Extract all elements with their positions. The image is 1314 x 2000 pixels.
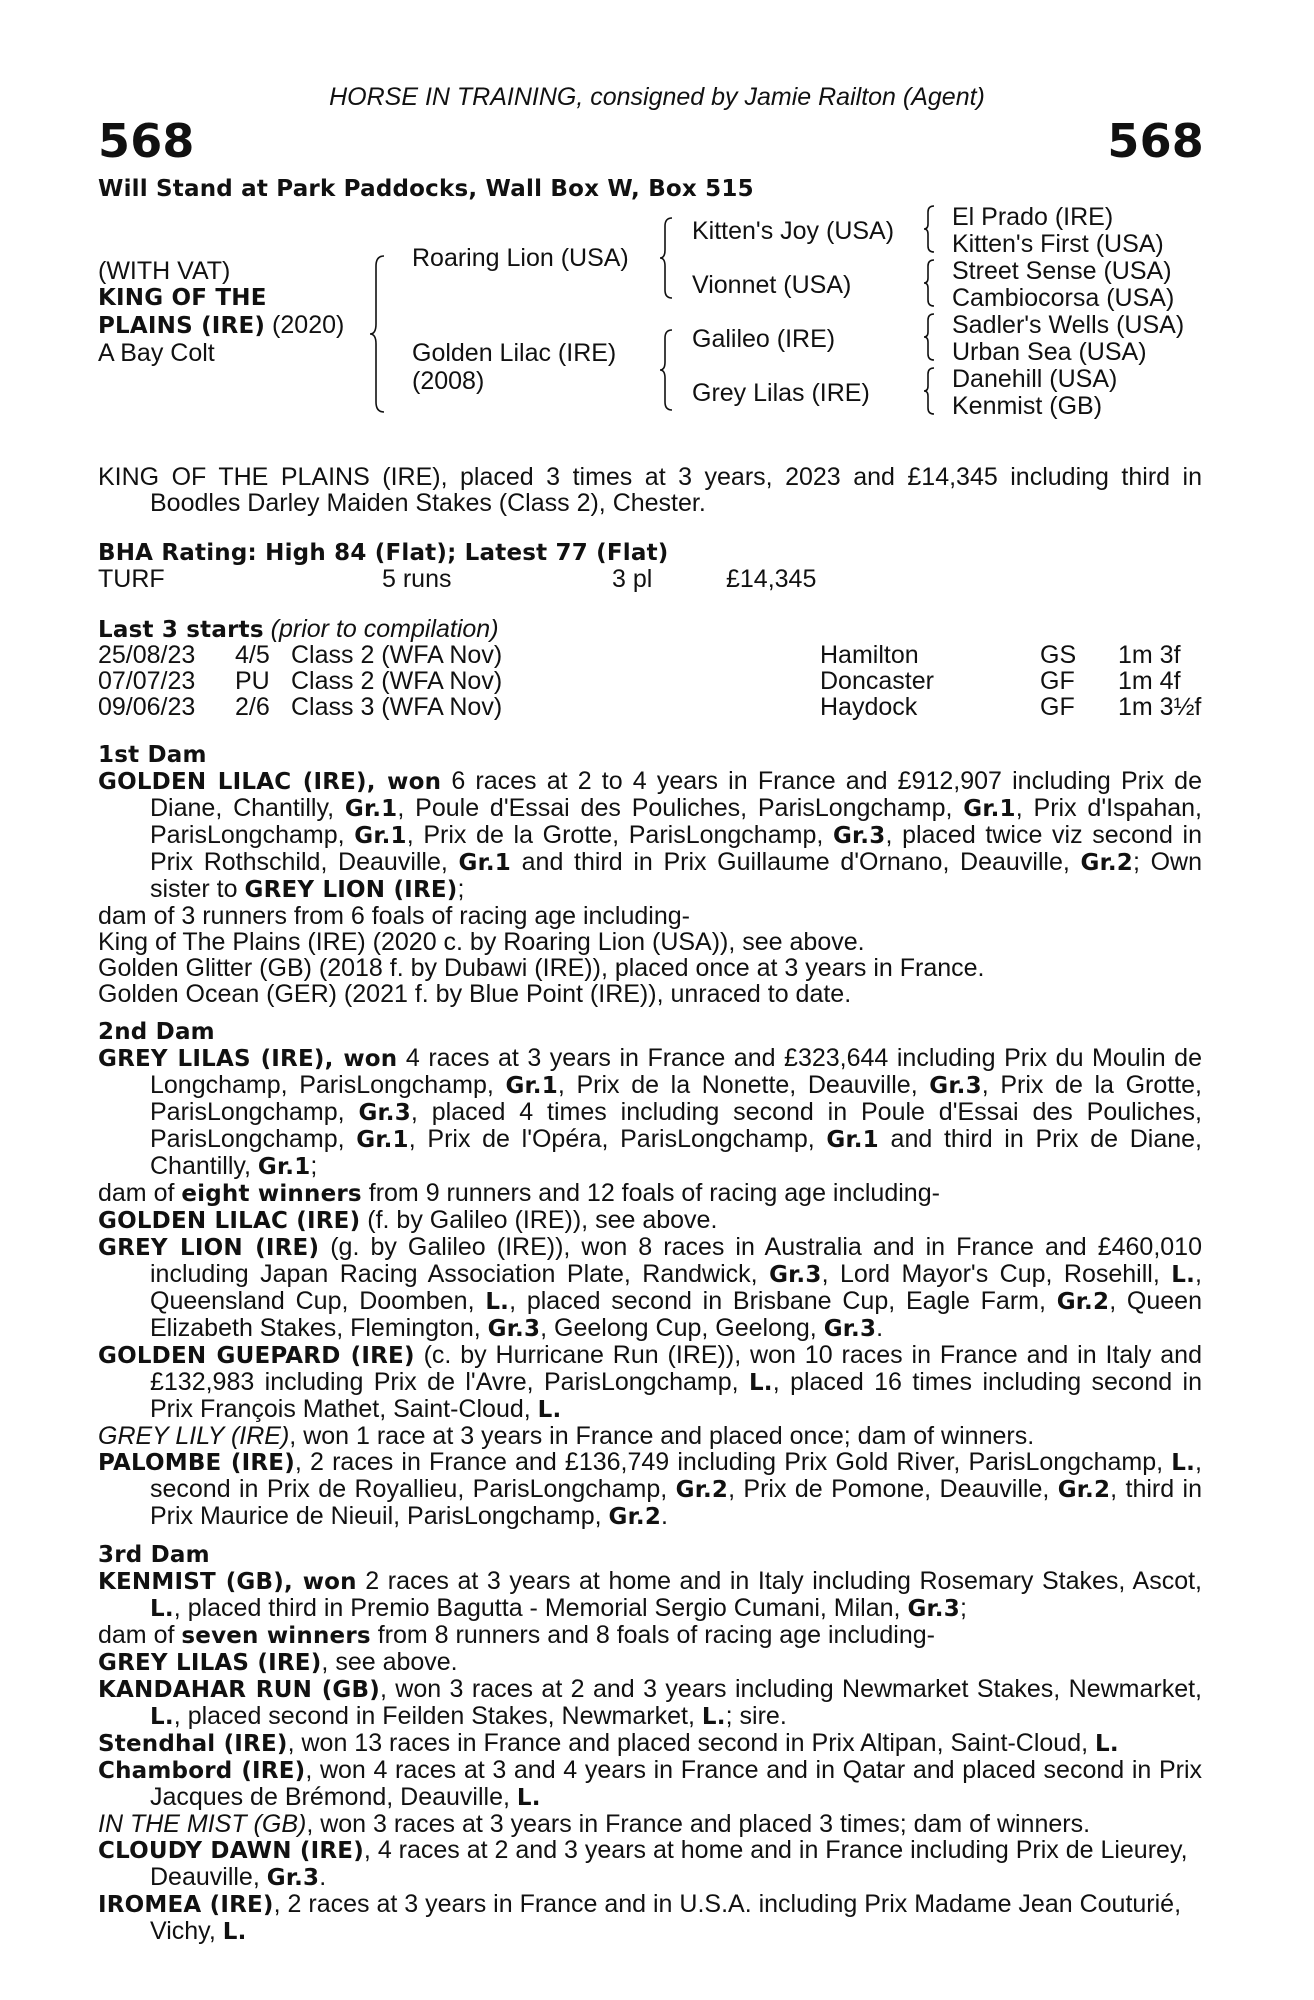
vat-note: (WITH VAT) [98,257,231,285]
pedigree-dam: Golden Lilac (IRE) [412,339,617,367]
start-dist: 1m 4f [1118,667,1181,695]
dam3-name: KENMIST (GB), won [98,1569,357,1595]
dam2-record: GREY LILAS (IRE), won 4 races at 3 years in France and £323,644 including Prix du Moulin de Longchamp, ParisLongchamp, Gr.1, Prix de la Nonette, Deauville, Gr.3, Prix de la Grotte, ParisLongchamp, Gr.3, placed 4 times including second in Poule d'Essai des Pouliches, ParisLongchamp, Gr.1, Prix de l'Opéra, ParisLongchamp, Gr.1 and third in Prix de Diane, Chantilly, Gr.1; [98,1044,1203,1180]
dam3-progeny-4: Chambord (IRE), won 4 races at 3 and 4 years in France and in Qatar and placed second in Prix Jacques de Brémond, Deauville, L. [98,1756,1203,1811]
start-pos: 2/6 [235,693,270,721]
start-race: Class 3 (WFA Nov) [291,693,503,721]
rating-placed: 3 pl [612,565,653,593]
start-date: 09/06/23 [98,693,196,721]
start-date: 07/07/23 [98,667,196,695]
dam3-heading: 3rd Dam [98,1542,210,1568]
pedigree-brace-ss [924,204,938,254]
pedigree-dds: Danehill (USA) [952,365,1118,393]
rating-surface: TURF [98,565,165,593]
lot-number-right: 568 [1107,114,1204,168]
summary-line-2: Boodles Darley Maiden Stakes (Class 2), Chester. [150,489,706,517]
start-race: Class 2 (WFA Nov) [291,667,503,695]
start-going: GF [1040,693,1075,721]
consignment-line: HORSE IN TRAINING, consigned by Jamie Railton (Agent) [329,83,985,111]
dam1-heading: 1st Dam [98,742,207,768]
horse-name-2: PLAINS (IRE) [98,313,266,339]
pedigree-sss: El Prado (IRE) [952,203,1114,231]
pedigree-ddd: Kenmist (GB) [952,392,1103,420]
dam3-progeny-5: IN THE MIST (GB), won 3 races at 3 years in France and placed 3 times; dam of winners. [98,1810,1091,1838]
dam3-dam-of: dam of seven winners from 8 runners and 8 foals of racing age including- [98,1621,935,1649]
dam2-progeny-2: GREY LION (IRE) (g. by Galileo (IRE)), won 8 races in Australia and in France and £460,010 including Japan Racing Association Plate, Randwick, Gr.3, Lord Mayor's Cup, Rosehill, L., Queensland Cup, Doomben, L., placed second in Brisbane Cup, Eagle Farm, Gr.2, Queen Elizabeth Stakes, Flemington, Gr.3, Geelong Cup, Geelong, Gr.3. [98,1233,1202,1342]
dam1-progeny-1: King of The Plains (IRE) (2020 c. by Roaring Lion (USA)), see above. [98,928,865,956]
pedigree-dss: Sadler's Wells (USA) [952,311,1185,339]
pedigree-brace-dam [660,328,676,412]
horse-name-1: KING OF THE [98,285,267,311]
dam2-name: GREY LILAS (IRE), won [98,1046,398,1072]
start-row [98,694,1208,720]
dam2-grandprogeny-1: PALOMBE (IRE), 2 races in France and £136,749 including Prix Gold River, ParisLongchamp, L., second in Prix de Royallieu, ParisLongchamp, Gr.2, Prix de Pomone, Deauville, Gr.2, third in Prix Maurice de Nieuil, ParisLongchamp, Gr.2. [98,1448,1202,1530]
rating-runs: 5 runs [382,565,452,593]
horse-year: (2020) [265,311,345,339]
dam1-sister: GREY LION (IRE) [244,877,458,903]
lot-number-left: 568 [98,114,195,168]
pedigree-brace-sd [924,258,938,308]
dam1-dam-of: dam of 3 runners from 6 foals of racing age including- [98,902,690,930]
pedigree-brace-sire [660,216,676,300]
start-date: 25/08/23 [98,641,196,669]
start-pos: 4/5 [235,641,270,669]
dam3-progeny-2: KANDAHAR RUN (GB), won 3 races at 2 and 3 years including Newmarket Stakes, Newmarket, L., placed second in Feilden Stakes, Newmarket, L.; sire. [98,1675,1202,1730]
last-starts-note: (prior to compilation) [263,615,499,643]
pedigree-brace-ds [924,312,938,362]
pedigree-brace-dd [924,366,938,416]
start-dist: 1m 3f [1118,641,1181,669]
pedigree-ssd: Kitten's First (USA) [952,230,1164,258]
pedigree-sds: Street Sense (USA) [952,257,1172,285]
pedigree-sdd: Cambiocorsa (USA) [952,284,1175,312]
dam2-heading: 2nd Dam [98,1019,215,1045]
pedigree-sire: Roaring Lion (USA) [412,244,629,272]
dam3-grandprogeny-2: IROMEA (IRE), 2 races at 3 years in France and in U.S.A. including Prix Madame Jean Couturié, Vichy, L. [98,1890,1182,1945]
dam-section [98,742,1202,1945]
pedigree-dam-dam: Grey Lilas (IRE) [692,379,870,407]
last-starts-title: Last 3 starts [98,617,264,643]
start-row [98,642,1208,668]
dam2-dam-of: dam of eight winners from 9 runners and 12 foals of racing age including- [98,1179,940,1207]
start-course: Haydock [820,693,918,721]
horse-description: A Bay Colt [98,339,215,367]
bha-rating: BHA Rating: High 84 (Flat); Latest 77 (Flat) [98,540,669,566]
start-going: GS [1040,641,1077,669]
start-pos: PU [235,667,270,695]
dam1-record: GOLDEN LILAC (IRE), won 6 races at 2 to 4 years in France and £912,907 including Prix de Diane, Chantilly, Gr.1, Poule d'Essai des Pouliches, ParisLongchamp, Gr.1, Prix d'Ispahan, ParisLongchamp, Gr.1, Prix de la Grotte, ParisLongchamp, Gr.3, placed twice viz second in Prix Rothschild, Deauville, Gr.1 and third in Prix Guillaume d'Ornano, Deauville, Gr.2; Own sister to GREY LION (IRE); [98,767,1202,903]
horse-identity [98,258,344,367]
dam1-progeny-3: Golden Ocean (GER) (2021 f. by Blue Point (IRE)), unraced to date. [98,980,852,1008]
last-starts-heading [98,616,499,643]
start-course: Doncaster [820,667,934,695]
start-going: GF [1040,667,1075,695]
start-race: Class 2 (WFA Nov) [291,641,503,669]
dam3-progeny-1: GREY LILAS (IRE), see above. [98,1648,458,1676]
start-row [98,668,1208,694]
dam3-grandprogeny-1: CLOUDY DAWN (IRE), 4 races at 2 and 3 years at home and in France including Prix de Lieurey, Deauville, Gr.3. [98,1836,1188,1891]
dam3-record: KENMIST (GB), won 2 races at 3 years at home and in Italy including Rosemary Stakes, Ascot, L., placed third in Premio Bagutta - Memorial Sergio Cumani, Milan, Gr.3; [98,1567,1202,1622]
start-course: Hamilton [820,641,919,669]
dam2-progeny-4: GREY LILY (IRE), won 1 race at 3 years in France and placed once; dam of winners. [98,1422,1035,1450]
pedigree-dam-year: (2008) [412,367,485,395]
pedigree-sire-sire: Kitten's Joy (USA) [692,217,895,245]
stand-location: Will Stand at Park Paddocks, Wall Box W, Box 515 [98,176,754,202]
last-starts-table [98,642,1208,720]
dam3-progeny-3: Stendhal (IRE), won 13 races in France and placed second in Prix Altipan, Saint-Cloud, L. [98,1729,1119,1757]
dam2-progeny-3: GOLDEN GUEPARD (IRE) (c. by Hurricane Run (IRE)), won 10 races in France and in Italy and £132,983 including Prix de l'Avre, ParisLongchamp, L., placed 16 times including second in Prix François Mathet, Saint-Cloud, L. [98,1341,1202,1423]
pedigree-sire-dam: Vionnet (USA) [692,271,852,299]
race-summary [98,464,1202,516]
pedigree-dam-sire: Galileo (IRE) [692,325,836,353]
pedigree-brace-main [370,254,390,414]
rating-earnings: £14,345 [726,565,817,593]
dam2-progeny-1: GOLDEN LILAC (IRE) (f. by Galileo (IRE)), see above. [98,1206,718,1234]
dam1-progeny-2: Golden Glitter (GB) (2018 f. by Dubawi (IRE)), placed once at 3 years in France. [98,954,985,982]
summary-line-1: KING OF THE PLAINS (IRE), placed 3 times at 3 years, 2023 and £14,345 including third in [98,463,1202,491]
dam1-name: GOLDEN LILAC (IRE), won [98,769,442,795]
pedigree-dsd: Urban Sea (USA) [952,338,1147,366]
start-dist: 1m 3½f [1118,693,1202,721]
